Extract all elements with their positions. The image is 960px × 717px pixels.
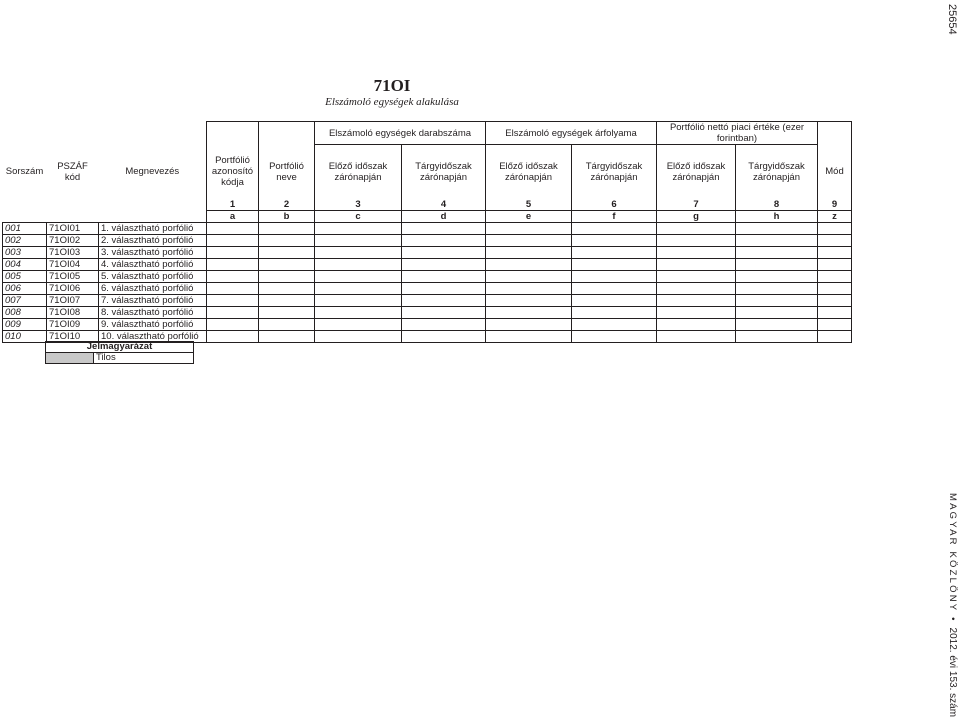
row-pszaf-kod: 71OI07 <box>47 294 99 306</box>
row-sorszam: 007 <box>3 294 47 306</box>
journal-name: MAGYAR KÖZLÖNY <box>947 493 958 613</box>
row-pszaf-kod: 71OI01 <box>47 222 99 234</box>
row-pszaf-kod: 71OI04 <box>47 258 99 270</box>
cell-c[interactable] <box>315 282 402 294</box>
cell-c[interactable] <box>315 318 402 330</box>
cell-e[interactable] <box>486 270 572 282</box>
cell-g[interactable] <box>657 282 736 294</box>
header-blank <box>3 122 207 145</box>
cell-z[interactable] <box>818 222 852 234</box>
table-row <box>3 318 852 330</box>
column-number-1: 1 <box>207 199 259 211</box>
column-number-8: 8 <box>736 199 818 211</box>
row-sorszam: 005 <box>3 270 47 282</box>
cell-b[interactable] <box>259 330 315 342</box>
column-number-6: 6 <box>572 199 657 211</box>
cell-c[interactable] <box>315 234 402 246</box>
column-header-7: Előző időszak zárónapján <box>657 145 736 199</box>
cell-c[interactable] <box>315 246 402 258</box>
cell-f[interactable] <box>572 282 657 294</box>
cell-a[interactable] <box>207 234 259 246</box>
row-megnevezes: 7. választható porfólió <box>99 294 207 306</box>
row-pszaf-kod: 71OI09 <box>47 318 99 330</box>
table-row <box>3 246 852 258</box>
cell-b[interactable] <box>259 246 315 258</box>
row-pszaf-kod: 71OI03 <box>47 246 99 258</box>
table-row <box>3 270 852 282</box>
table-row <box>3 282 852 294</box>
cell-e[interactable] <box>486 294 572 306</box>
column-letter-d: d <box>402 210 486 222</box>
cell-g[interactable] <box>657 330 736 342</box>
cell-h[interactable] <box>736 282 818 294</box>
cell-h[interactable] <box>736 330 818 342</box>
row-megnevezes: 4. választható porfólió <box>99 258 207 270</box>
row-pszaf-kod: 71OI10 <box>47 330 99 342</box>
journal-title <box>944 493 958 717</box>
row-pszaf-kod: 71OI08 <box>47 306 99 318</box>
column-header-9: Mód <box>818 145 852 199</box>
cell-d[interactable] <box>402 258 486 270</box>
cell-d[interactable] <box>402 318 486 330</box>
cell-b[interactable] <box>259 306 315 318</box>
cell-b[interactable] <box>259 318 315 330</box>
cell-g[interactable] <box>657 318 736 330</box>
cell-a[interactable] <box>207 246 259 258</box>
cell-a[interactable] <box>207 318 259 330</box>
column-header-1: Portfólió azonosító kódja <box>207 145 259 199</box>
row-megnevezes: 9. választható porfólió <box>99 318 207 330</box>
header-sorszam: Sorszám <box>5 166 44 177</box>
column-letter-c: c <box>315 210 402 222</box>
column-letter-e: e <box>486 210 572 222</box>
header-blank-name <box>259 122 315 145</box>
cell-c[interactable] <box>315 222 402 234</box>
legend-label-forbidden: Tilos <box>94 353 194 364</box>
column-header-4: Tárgyidőszak zárónapján <box>402 145 486 199</box>
column-number-2: 2 <box>259 199 315 211</box>
column-header-5: Előző időszak zárónapján <box>486 145 572 199</box>
data-table <box>2 121 852 343</box>
cell-f[interactable] <box>572 306 657 318</box>
column-letter-a: a <box>207 210 259 222</box>
row-pszaf-kod: 71OI06 <box>47 282 99 294</box>
cell-f[interactable] <box>572 270 657 282</box>
row-megnevezes: 3. választható porfólió <box>99 246 207 258</box>
cell-c[interactable] <box>315 270 402 282</box>
column-number-4: 4 <box>402 199 486 211</box>
column-header-3: Előző időszak zárónapján <box>315 145 402 199</box>
cell-h[interactable] <box>736 294 818 306</box>
cell-f[interactable] <box>572 246 657 258</box>
column-letter-h: h <box>736 210 818 222</box>
cell-a[interactable] <box>207 222 259 234</box>
cell-b[interactable] <box>259 258 315 270</box>
cell-e[interactable] <box>486 318 572 330</box>
cell-c[interactable] <box>315 306 402 318</box>
cell-g[interactable] <box>657 234 736 246</box>
cell-d[interactable] <box>402 270 486 282</box>
column-number-5: 5 <box>486 199 572 211</box>
cell-h[interactable] <box>736 258 818 270</box>
cell-z[interactable] <box>818 306 852 318</box>
cell-b[interactable] <box>259 234 315 246</box>
column-header-6: Tárgyidőszak zárónapján <box>572 145 657 199</box>
cell-b[interactable] <box>259 294 315 306</box>
cell-z[interactable] <box>818 318 852 330</box>
cell-h[interactable] <box>736 246 818 258</box>
column-letter-g: g <box>657 210 736 222</box>
row-sorszam: 006 <box>3 282 47 294</box>
bullet: • <box>947 617 958 623</box>
column-letter-z: z <box>818 210 852 222</box>
cell-a[interactable] <box>207 306 259 318</box>
form-subtitle: Elszámoló egységek alakulása <box>325 96 459 108</box>
row-megnevezes: 1. választható porfólió <box>99 222 207 234</box>
row-megnevezes: 8. választható porfólió <box>99 306 207 318</box>
row-sorszam: 002 <box>3 234 47 246</box>
table-row <box>3 234 852 246</box>
cell-e[interactable] <box>486 258 572 270</box>
cell-a[interactable] <box>207 258 259 270</box>
cell-e[interactable] <box>486 330 572 342</box>
cell-a[interactable] <box>207 330 259 342</box>
cell-z[interactable] <box>818 330 852 342</box>
row-megnevezes: 10. választható porfólió <box>99 330 207 342</box>
cell-e[interactable] <box>486 282 572 294</box>
column-header-2: Portfólió neve <box>259 145 315 199</box>
cell-z[interactable] <box>818 258 852 270</box>
group-header-price: Elszámoló egységek árfolyama <box>486 122 657 145</box>
cell-g[interactable] <box>657 222 736 234</box>
header-blank-mod <box>818 122 852 145</box>
cell-e[interactable] <box>486 222 572 234</box>
group-header-count: Elszámoló egységek darabszáma <box>315 122 486 145</box>
cell-a[interactable] <box>207 294 259 306</box>
row-sorszam: 009 <box>3 318 47 330</box>
cell-g[interactable] <box>657 270 736 282</box>
cell-f[interactable] <box>572 318 657 330</box>
cell-d[interactable] <box>402 222 486 234</box>
cell-f[interactable] <box>572 258 657 270</box>
cell-b[interactable] <box>259 222 315 234</box>
num-row-blank <box>3 199 207 211</box>
cell-z[interactable] <box>818 234 852 246</box>
row-megnevezes: 5. választható porfólió <box>99 270 207 282</box>
cell-d[interactable] <box>402 234 486 246</box>
cell-f[interactable] <box>572 222 657 234</box>
group-header-value: Portfólió nettó piaci értéke (ezer forintban) <box>657 122 818 145</box>
cell-c[interactable] <box>315 294 402 306</box>
cell-h[interactable] <box>736 234 818 246</box>
journal-issue: 2012. évi 153. szám <box>947 627 958 717</box>
cell-a[interactable] <box>207 282 259 294</box>
cell-e[interactable] <box>486 234 572 246</box>
cell-g[interactable] <box>657 246 736 258</box>
cell-e[interactable] <box>486 306 572 318</box>
cell-f[interactable] <box>572 234 657 246</box>
row-sorszam: 010 <box>3 330 47 342</box>
cell-d[interactable] <box>402 294 486 306</box>
cell-a[interactable] <box>207 270 259 282</box>
cell-h[interactable] <box>736 222 818 234</box>
column-number-3: 3 <box>315 199 402 211</box>
cell-z[interactable] <box>818 294 852 306</box>
row-sorszam: 003 <box>3 246 47 258</box>
row-sorszam: 004 <box>3 258 47 270</box>
letter-row-blank <box>3 210 207 222</box>
legend-title: Jelmagyarázat <box>46 342 194 353</box>
cell-z[interactable] <box>818 270 852 282</box>
cell-d[interactable] <box>402 246 486 258</box>
column-number-7: 7 <box>657 199 736 211</box>
legend <box>45 341 194 364</box>
column-letter-f: f <box>572 210 657 222</box>
row-sorszam: 001 <box>3 222 47 234</box>
cell-d[interactable] <box>402 282 486 294</box>
cell-z[interactable] <box>818 282 852 294</box>
cell-d[interactable] <box>402 330 486 342</box>
row-pszaf-kod: 71OI05 <box>47 270 99 282</box>
cell-g[interactable] <box>657 306 736 318</box>
row-megnevezes: 2. választható porfólió <box>99 234 207 246</box>
cell-g[interactable] <box>657 258 736 270</box>
cell-g[interactable] <box>657 294 736 306</box>
cell-b[interactable] <box>259 270 315 282</box>
cell-z[interactable] <box>818 246 852 258</box>
form-code: 71OI <box>373 76 411 95</box>
cell-d[interactable] <box>402 306 486 318</box>
cell-c[interactable] <box>315 330 402 342</box>
table-row <box>3 222 852 234</box>
column-header-8: Tárgyidőszak zárónapján <box>736 145 818 199</box>
cell-h[interactable] <box>736 270 818 282</box>
row-sorszam: 008 <box>3 306 47 318</box>
column-letter-b: b <box>259 210 315 222</box>
header-blank-code <box>207 122 259 145</box>
legend-swatch-forbidden <box>46 353 94 364</box>
cell-c[interactable] <box>315 258 402 270</box>
column-number-9: 9 <box>818 199 852 211</box>
row-megnevezes: 6. választható porfólió <box>99 282 207 294</box>
table-row <box>3 306 852 318</box>
table-row <box>3 258 852 270</box>
page-number: 25654 <box>946 4 958 35</box>
cell-h[interactable] <box>736 306 818 318</box>
row-pszaf-kod: 71OI02 <box>47 234 99 246</box>
header-pszaf-kod: PSZÁF kód <box>57 160 88 183</box>
header-megnevezes: Megnevezés <box>125 166 180 177</box>
cell-e[interactable] <box>486 246 572 258</box>
cell-f[interactable] <box>572 330 657 342</box>
cell-b[interactable] <box>259 282 315 294</box>
cell-h[interactable] <box>736 318 818 330</box>
cell-f[interactable] <box>572 294 657 306</box>
table-row <box>3 294 852 306</box>
